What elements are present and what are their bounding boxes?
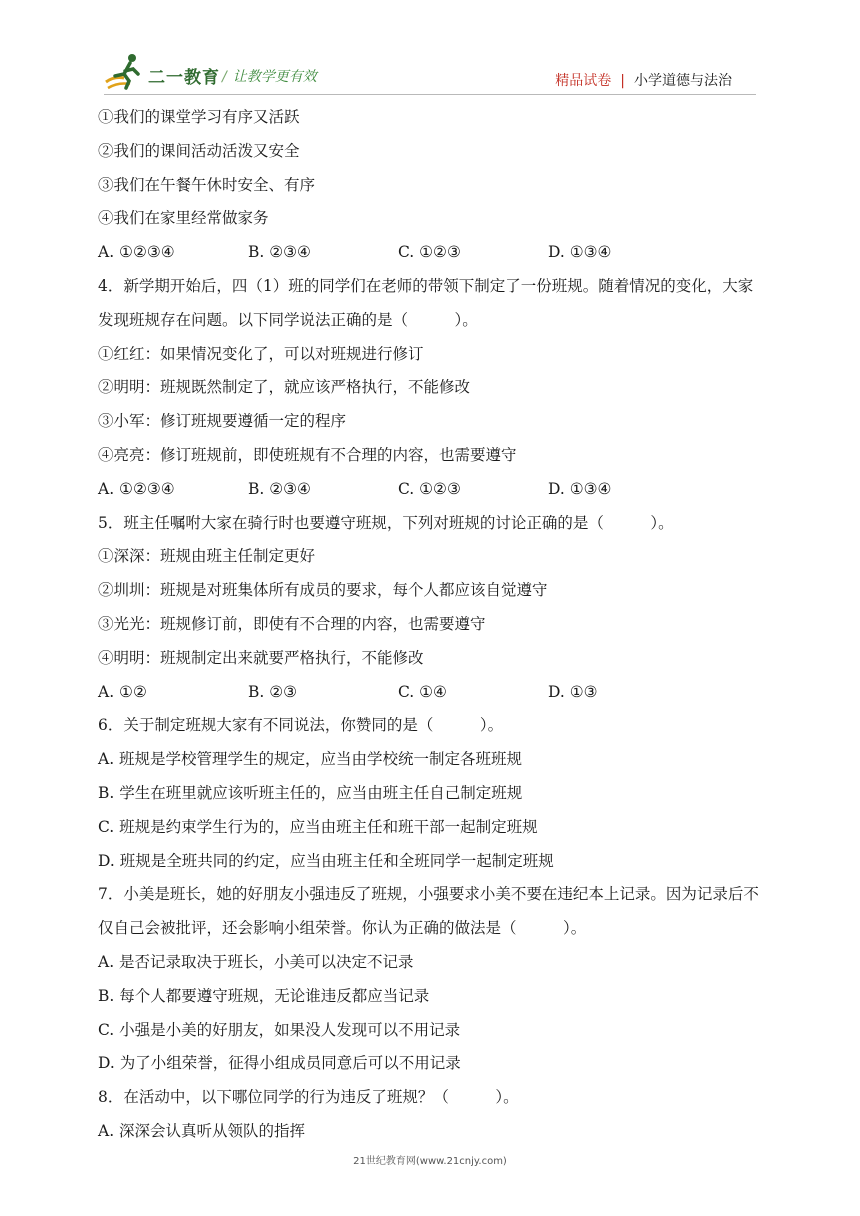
q7-option-b: B. 每个人都要遵守班规，无论谁违反都应当记录 — [98, 986, 430, 1005]
q4-stem: 4．新学期开始后，四（1）班的同学们在老师的带领下制定了一份班规。随着情况的变化，大家发现班规存在问题。以下同学说法正确的是（ ）。 — [98, 276, 754, 329]
option-d: D. ①③ — [548, 682, 598, 701]
q6-option-c: C. 班规是约束学生行为的，应当由班主任和班干部一起制定班规 — [98, 817, 538, 836]
page-header — [0, 0, 860, 100]
option-c: C. ①②③ — [398, 243, 461, 262]
q3-options — [98, 236, 768, 270]
option-a: A. ①②③④ — [98, 479, 175, 498]
q4-options — [98, 473, 768, 507]
q4-item-4: ④亮亮：修订班规前，即使班规有不合理的内容，也需要遵守 — [98, 445, 517, 464]
option-c: C. ①④ — [398, 682, 447, 701]
statement-2: ②我们的课间活动活泼又安全 — [98, 141, 300, 160]
option-b: B. ②③④ — [248, 479, 311, 498]
subject-label: 小学道德与法治 — [634, 73, 732, 89]
exam-tag: 精品试卷 — [555, 73, 612, 89]
page-footer: 21世纪教育网(www.21cnjy.com) — [353, 1156, 507, 1167]
q7-option-d: D. 为了小组荣誉，征得小组成员同意后可以不用记录 — [98, 1054, 461, 1073]
logo — [104, 52, 434, 92]
header-divider — [104, 94, 756, 95]
running-figure-icon — [104, 52, 146, 92]
statement-3: ③我们在午餐午休时安全、有序 — [98, 175, 316, 194]
q6-stem: 6．关于制定班规大家有不同说法，你赞同的是（ ）。 — [98, 716, 504, 735]
statement-4: ④我们在家里经常做家务 — [98, 209, 269, 228]
q7-stem: 7．小美是班长，她的好朋友小强违反了班规，小强要求小美不要在违纪本上记录。因为记录后不仅自己会被批评，还会影响小组荣誉。你认为正确的做法是（ ）。 — [98, 885, 759, 938]
slogan-text: 让教学更有效 — [232, 69, 317, 85]
q8-option-a: A. 深深会认真听从领队的指挥 — [98, 1121, 306, 1140]
slogan: / 让教学更有效 — [222, 69, 317, 85]
header-separator: | — [620, 73, 625, 89]
option-d: D. ①③④ — [548, 479, 612, 498]
option-b: B. ②③④ — [248, 243, 311, 262]
q4-item-3: ③小军：修订班规要遵循一定的程序 — [98, 412, 347, 431]
option-d: D. ①③④ — [548, 243, 612, 262]
q5-item-1: ①深深：班规由班主任制定更好 — [98, 547, 316, 566]
q5-item-4: ④明明：班规制定出来就要严格执行，不能修改 — [98, 648, 424, 667]
brand-name: 二一教育 — [148, 68, 220, 88]
q5-item-3: ③光光：班规修订前，即使有不合理的内容，也需要遵守 — [98, 614, 486, 633]
option-c: C. ①②③ — [398, 479, 461, 498]
q7-option-a: A. 是否记录取决于班长，小美可以决定不记录 — [98, 952, 414, 971]
q6-option-b: B. 学生在班里就应该听班主任的，应当由班主任自己制定班规 — [98, 783, 523, 802]
option-b: B. ②③ — [248, 682, 298, 701]
q5-options — [98, 676, 768, 710]
header-subject — [555, 70, 732, 90]
statement-1: ①我们的课堂学习有序又活跃 — [98, 108, 300, 126]
q6-option-d: D. 班规是全班共同的约定，应当由班主任和全班同学一起制定班规 — [98, 851, 554, 870]
option-a: A. ①② — [98, 682, 147, 701]
q4-item-2: ②明明：班规既然制定了，就应该严格执行，不能修改 — [98, 378, 471, 397]
q4-item-1: ①红红：如果情况变化了，可以对班规进行修订 — [98, 344, 424, 363]
option-a: A. ①②③④ — [98, 243, 175, 262]
q8-stem: 8．在活动中，以下哪位同学的行为违反了班规？（ ）。 — [98, 1088, 519, 1107]
question-content — [98, 101, 768, 1149]
q5-stem: 5．班主任嘱咐大家在骑行时也要遵守班规，下列对班规的讨论正确的是（ ）。 — [98, 513, 674, 532]
q6-option-a: A. 班规是学校管理学生的规定，应当由学校统一制定各班班规 — [98, 750, 523, 769]
q7-option-c: C. 小强是小美的好朋友，如果没人发现可以不用记录 — [98, 1020, 461, 1039]
q5-item-2: ②圳圳：班规是对班集体所有成员的要求，每个人都应该自觉遵守 — [98, 581, 548, 600]
